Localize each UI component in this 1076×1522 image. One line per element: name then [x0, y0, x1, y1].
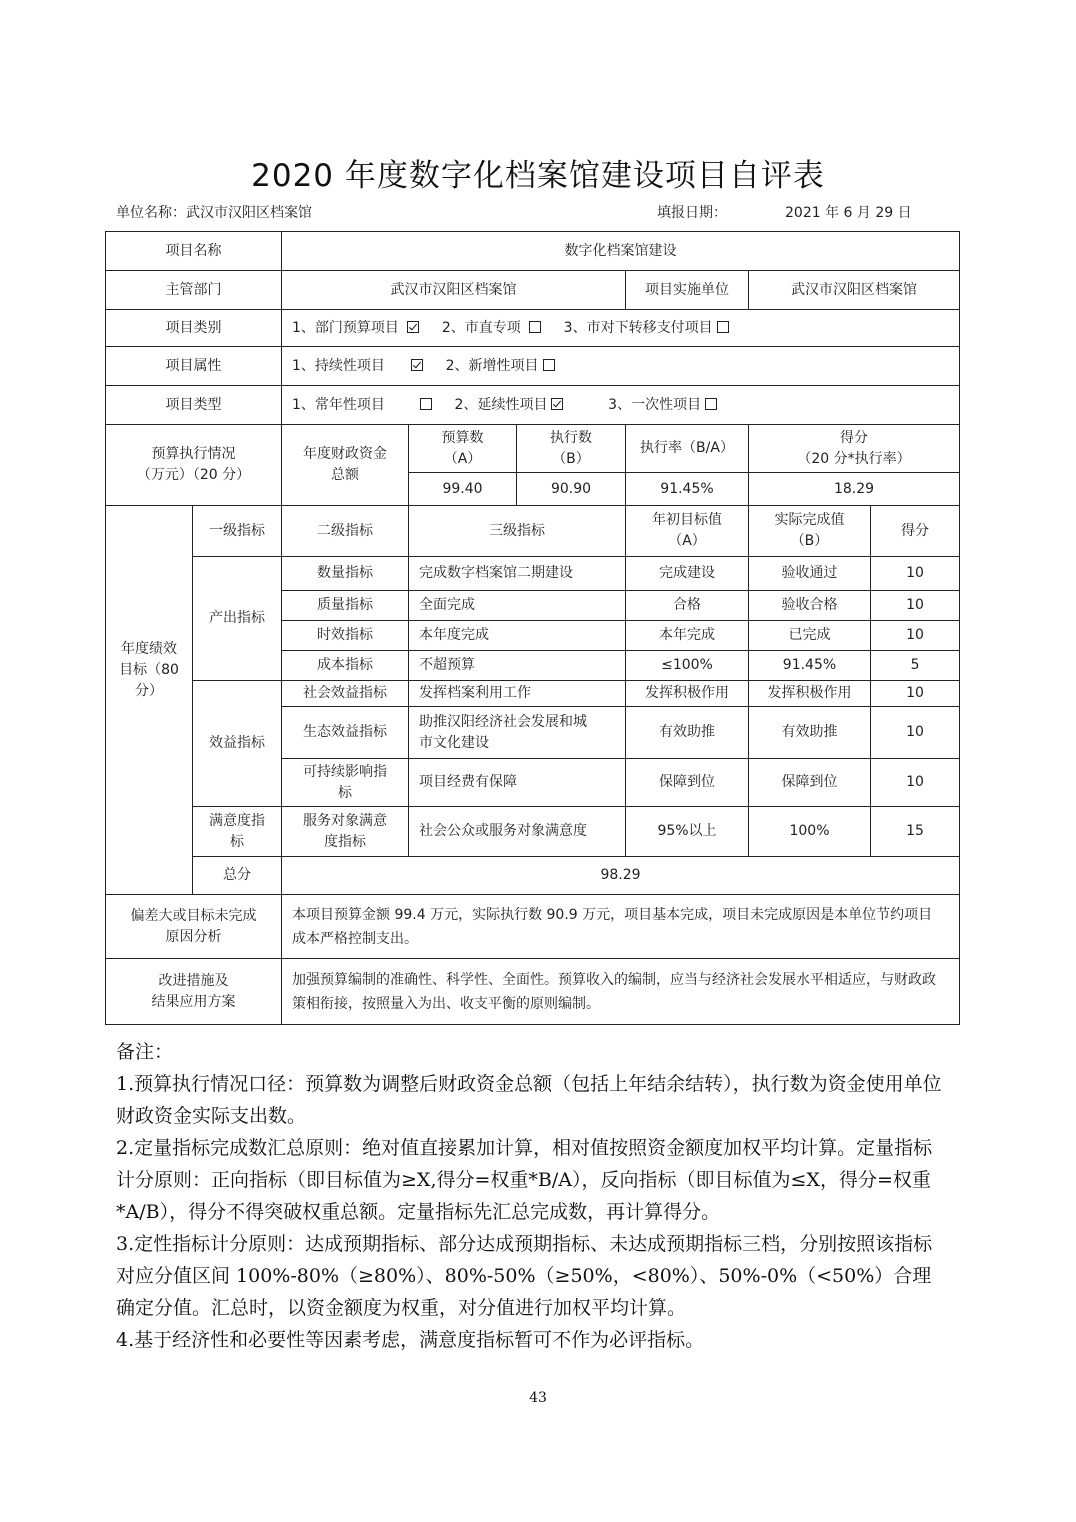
- target: 保障到位: [626, 759, 749, 807]
- target: ≤100%: [626, 651, 749, 681]
- level2-line2: 度指标: [324, 833, 366, 850]
- target: 有效助推: [626, 707, 749, 759]
- budget-score-line1: 得分: [840, 429, 869, 446]
- note-item: 1.预算执行情况口径：预算数为调整后财政资金总额（包括上年结余结转），执行数为资金使用单位财政资金实际支出数。: [116, 1073, 942, 1127]
- exec-b-line1: 执行数: [550, 429, 592, 446]
- level1-header: 一级指标: [193, 506, 282, 557]
- row-category: [106, 310, 960, 347]
- improve-label: [106, 959, 282, 1025]
- checkbox-empty-icon[interactable]: [717, 321, 729, 333]
- level3: 社会公众或服务对象满意度: [409, 807, 626, 857]
- note-item: 2.定量指标完成数汇总原则：绝对值直接累加计算，相对值按照资金额度加权平均计算。定量指标计分原则：正向指标（即目标值为≥X,得分=权重*B/A），反向指标（即目标值为≤X，得分=权重*A/B），得分不得突破权重总额。定量指标先汇总完成数，再计算得分。: [116, 1137, 933, 1223]
- score-header: 得分: [871, 506, 960, 557]
- rate-value: 91.45%: [626, 473, 749, 506]
- score: 10: [871, 621, 960, 651]
- target: 完成建设: [626, 557, 749, 591]
- score: 15: [871, 807, 960, 857]
- attribute-label: 项目属性: [106, 347, 282, 386]
- target-header: [626, 506, 749, 557]
- actual-header: [749, 506, 871, 557]
- score: 10: [871, 591, 960, 621]
- checkbox-empty-icon[interactable]: [420, 398, 432, 410]
- note-item: 4.基于经济性和必要性等因素考虑，满意度指标暂可不作为必评指标。: [116, 1329, 705, 1351]
- option-label: 1、持续性项目: [292, 357, 385, 374]
- budget-value: 99.40: [409, 473, 517, 506]
- level2: [282, 759, 409, 807]
- checkbox-empty-icon[interactable]: [529, 321, 541, 333]
- perf-label-line2: 目标（80: [119, 661, 179, 678]
- option-label: 3、一次性项目: [608, 396, 702, 413]
- category-option-3[interactable]: [564, 320, 733, 336]
- deviation-label: [106, 895, 282, 959]
- improve-label-line1: 改进措施及: [158, 972, 229, 989]
- fund-total-label: [282, 425, 409, 506]
- actual-header-line2: （B）: [790, 533, 829, 549]
- deviation-text: 本项目预算金额 99.4 万元，实际执行数 90.9 万元，项目基本完成，项目未完成原因是本单位节约项目成本严格控制支出。: [282, 895, 960, 959]
- actual: 验收合格: [749, 591, 871, 621]
- budget-score-value: 18.29: [749, 473, 960, 506]
- category-option-2[interactable]: [442, 320, 545, 336]
- perf-label-line1: 年度绩效: [121, 640, 177, 657]
- project-name-label: 项目名称: [106, 232, 282, 271]
- evaluation-table: [105, 231, 960, 1025]
- score: 10: [871, 759, 960, 807]
- unit-name: 单位名称：武汉市汉阳区档案馆: [116, 205, 312, 221]
- row-perf-header: [106, 506, 960, 557]
- score: 10: [871, 681, 960, 707]
- project-name-value: 数字化档案馆建设: [282, 232, 960, 271]
- level3-header: 三级指标: [409, 506, 626, 557]
- target-header-line1: 年初目标值: [652, 512, 722, 528]
- exec-b-line2: （B）: [552, 450, 590, 467]
- improve-text: 加强预算编制的准确性、科学性、全面性。预算收入的编制，应当与经济社会发展水平相适应，与财政政策相衔接，按照量入为出、收支平衡的原则编制。: [282, 959, 960, 1025]
- notes-heading: 备注：: [116, 1041, 174, 1063]
- table-row: [106, 557, 960, 591]
- budget-label: [106, 425, 282, 506]
- budget-a-line1: 预算数: [441, 429, 484, 446]
- target: 95%以上: [626, 807, 749, 857]
- level3-line1: 助推汉阳经济社会发展和城: [419, 713, 587, 730]
- dept-label: 主管部门: [106, 271, 282, 310]
- level3: 不超预算: [409, 651, 626, 681]
- level2: 数量指标: [282, 557, 409, 591]
- actual: 验收通过: [749, 557, 871, 591]
- attribute-option-2[interactable]: [446, 358, 559, 374]
- level2: 质量指标: [282, 591, 409, 621]
- checkbox-empty-icon[interactable]: [705, 398, 717, 410]
- row-deviation: [106, 895, 960, 959]
- type-label: 项目类型: [106, 386, 282, 425]
- actual: 100%: [749, 807, 871, 857]
- target: 本年完成: [626, 621, 749, 651]
- checkbox-checked-icon[interactable]: [407, 321, 419, 333]
- level3: 发挥档案利用工作: [409, 681, 626, 707]
- budget-score-header: [749, 425, 960, 473]
- deviation-label-line2: 原因分析: [165, 928, 222, 945]
- row-type: [106, 386, 960, 425]
- level2: 社会效益指标: [282, 681, 409, 707]
- type-option-3[interactable]: [608, 397, 721, 413]
- checkbox-checked-icon[interactable]: [411, 359, 423, 371]
- option-label: 1、部门预算项目: [292, 319, 399, 336]
- fill-date-label: 填报日期：: [657, 205, 727, 221]
- page-title: 2020 年度数字化档案馆建设项目自评表: [251, 158, 825, 194]
- budget-label-line1: 预算执行情况: [151, 446, 236, 462]
- type-option-2[interactable]: [455, 397, 568, 413]
- table-row: [106, 807, 960, 857]
- score: 10: [871, 557, 960, 591]
- actual: 91.45%: [749, 651, 871, 681]
- row-dept: [106, 271, 960, 310]
- row-budget-header: [106, 425, 960, 473]
- perf-label: [106, 506, 193, 895]
- group-output: 产出指标: [193, 557, 282, 681]
- perf-label-line3: 分）: [135, 682, 163, 699]
- actual: 保障到位: [749, 759, 871, 807]
- target-header-line2: （A）: [668, 533, 706, 549]
- level3: 全面完成: [409, 591, 626, 621]
- dept-value: 武汉市汉阳区档案馆: [282, 271, 626, 310]
- exec-value: 90.90: [517, 473, 626, 506]
- level3: [409, 707, 626, 759]
- fill-date: 2021 年 6 月 29 日: [785, 205, 912, 221]
- exec-b-header: [517, 425, 626, 473]
- category-option-1[interactable]: [292, 320, 423, 336]
- option-label: 2、市直专项: [441, 319, 521, 336]
- budget-score-line2: （20 分*执行率）: [797, 450, 911, 467]
- level3-line2: 市文化建设: [419, 734, 489, 751]
- category-options: [282, 310, 960, 347]
- budget-a-header: [409, 425, 517, 473]
- level2-line2: 标: [338, 784, 352, 801]
- group-benefit: 效益指标: [193, 681, 282, 807]
- deviation-label-line1: 偏差大或目标未完成: [130, 907, 257, 924]
- improve-label-line2: 结果应用方案: [151, 993, 236, 1010]
- impl-unit-label: 项目实施单位: [626, 271, 749, 310]
- checkbox-checked-icon[interactable]: [551, 398, 563, 410]
- option-label: 2、新增性项目: [445, 357, 539, 374]
- fill-date-row: [657, 202, 912, 222]
- type-option-1[interactable]: [292, 397, 436, 413]
- row-attribute: [106, 347, 960, 386]
- table-row: [106, 681, 960, 707]
- actual: 发挥积极作用: [749, 681, 871, 707]
- impl-unit-value: 武汉市汉阳区档案馆: [749, 271, 960, 310]
- level3: 完成数字档案馆二期建设: [409, 557, 626, 591]
- checkbox-empty-icon[interactable]: [543, 359, 555, 371]
- target: 发挥积极作用: [626, 681, 749, 707]
- level2-line1: 可持续影响指: [303, 763, 387, 780]
- rate-header: 执行率（B/A）: [626, 425, 749, 473]
- attribute-option-1[interactable]: [292, 358, 427, 374]
- group-satisfaction-line1: 满意度指: [209, 812, 265, 829]
- note-item: 3.定性指标计分原则：达成预期指标、部分达成预期指标、未达成预期指标三档，分别按照该指标对应分值区间 100%-80%（≥80%）、80%-50%（≥50%，<80%）、50%-0%（<50%）合理确定分值。汇总时，以资金额度为权重，对分值进行加权平均计算。: [116, 1233, 933, 1319]
- level2: 生态效益指标: [282, 707, 409, 759]
- notes-section: [116, 1036, 946, 1356]
- group-satisfaction: [193, 807, 282, 857]
- level2: [282, 807, 409, 857]
- fund-total-line2: 总额: [331, 467, 359, 483]
- total-label: 总分: [193, 857, 282, 895]
- level3: 项目经费有保障: [409, 759, 626, 807]
- fund-total-line1: 年度财政资金: [303, 446, 387, 462]
- level3: 本年度完成: [409, 621, 626, 651]
- level2-line1: 服务对象满意: [303, 812, 387, 829]
- score: 10: [871, 707, 960, 759]
- level2-header: 二级指标: [282, 506, 409, 557]
- actual: 有效助推: [749, 707, 871, 759]
- actual-header-line1: 实际完成值: [774, 512, 845, 528]
- option-label: 2、延续性项目: [454, 396, 548, 413]
- total-value: 98.29: [282, 857, 960, 895]
- page-number: 43: [529, 1390, 547, 1406]
- attribute-options: [282, 347, 960, 386]
- target: 合格: [626, 591, 749, 621]
- type-options: [282, 386, 960, 425]
- level2: 成本指标: [282, 651, 409, 681]
- row-improve: [106, 959, 960, 1025]
- option-label: 3、市对下转移支付项目: [563, 319, 713, 336]
- row-total: [106, 857, 960, 895]
- option-label: 1、常年性项目: [292, 396, 385, 413]
- budget-a-line2: （A）: [443, 450, 482, 467]
- actual: 已完成: [749, 621, 871, 651]
- level2: 时效指标: [282, 621, 409, 651]
- row-project-name: [106, 232, 960, 271]
- score: 5: [871, 651, 960, 681]
- category-label: 项目类别: [106, 310, 282, 347]
- group-satisfaction-line2: 标: [230, 833, 244, 850]
- budget-label-line2: （万元）（20 分）: [136, 467, 251, 483]
